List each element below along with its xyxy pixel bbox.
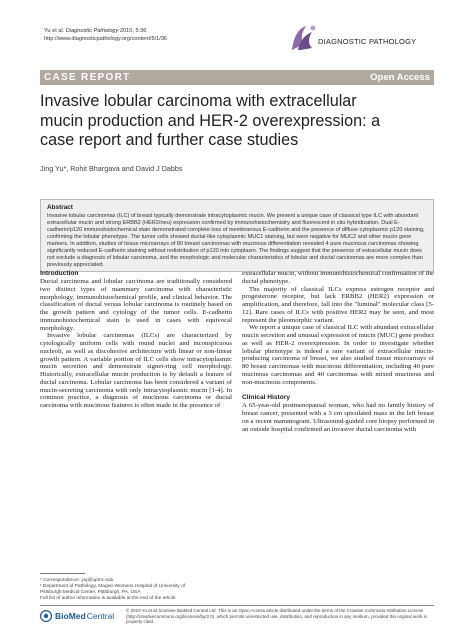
abstract-text: Invasive lobular carcinomas (ILC) of breast typically demonstrate intracytoplasmic mucin. We present a unique case of classical type ILC with abundant extracellular mucin and strong ERBB2 (HER2/neu) expression confirmed by immunohistochemistry and fluorescent in situ hybridization. Dual E-cadherin/p120 immunohistochemical stain demonstrated complete loss of membranous E-cadherin and the presence of diffuse cytoplasmic p120 staining, confirming the lobular phenotype. The tumor cells showed ductal-like cytoplasmic MUC1 staining, but were negative for MUC2 and other mucin gene markers. In addition, studies of tissue microarrays of 80 breast carcinomas with mucinous differentiation revealed 4 pure mucinous carcinomas showing significantly reduced E-cadherin staining without redistribution of p120 into cytoplasm. The findings suggest that the presence of extracellular mucin does not exclude a diagnosis of lobular carcinoma, and the morphologic and molecular characteristics of lobular and ductal carcinomas are more complex than previously appreciated. [47,213,425,268]
footer-divider [40,605,434,606]
citation-journal: Diagnostic Pathology [65,28,119,34]
citation-url[interactable]: http://www.diagnosticpathology.org/content/5/1/36 [44,36,168,42]
paragraph: A 65-year-old postmenopausal woman, who had no family history of breast cancer, presented with a 3 cm spiculated mass in the left breast on a recent mammogram. Ultrasound-guided core biopsy performed in an outside hospital confirmed an invasive ductal carcinoma with [242,402,434,433]
citation-block [44,27,167,43]
right-column [242,270,434,433]
citation-line-1 [44,27,167,35]
article-title [40,92,440,151]
citation-authors: Yu et al. [44,28,65,34]
abstract-box [40,199,434,272]
paragraph: Ductal carcinoma and lobular carcinoma are traditionally considered two distinct types of mammary carcinoma with characteristic morphology, immunohistochemical profile, and clinical behavior. The classification of ductal versus lobular carcinoma is routinely based on the growth pattern and cytology of the tumor cells. E-cadherin immunohistochemical stain is used in cases with equivocal morphology. [40,278,232,332]
abstract-heading: Abstract [47,204,73,211]
affiliation-footnote: Pittsburgh Medical Center, Pittsburgh, PA, USA [40,589,141,595]
article-type-label: CASE REPORT [44,72,131,83]
title-line: case report and further case studies [40,131,299,149]
copyright-notice: © 2010 Yu et al; licensee BioMed Central Ltd. This is an Open Access article distributed under the terms of the Creative Commons Attribution License (http://creativecommons.org/licenses/by/2.0), which permits unrestricted use, distribution, and reproduction in any medium, provided the original work is properly cited. [126,608,427,624]
footnote-divider [40,573,85,574]
clinical-history-heading: Clinical History [242,394,291,402]
title-line: mucin production and HER-2 overexpression: a [40,111,381,130]
publisher-name-bold: BioMed [55,611,86,621]
journal-logo-text: DIAGNOSTIC PATHOLOGY [318,37,417,46]
author-info-footnote: Full list of author information is available at the end of the article [40,595,176,601]
paragraph: extracellular mucin, without immunohistochemical confirmation of the ductal phenotype. [242,270,434,285]
author-list: Jing Yu*, Rohit Bhargava and David J Dabbs [40,164,183,173]
publisher-name-light: Central [86,611,115,621]
correspondence-footnote[interactable]: * Correspondence: yuj@upmc.edu [40,578,114,583]
left-column [40,270,232,410]
paragraph: Invasive lobular carcinomas (ILCs) are characterized by cytologically uniform cells with round nuclei and inconspicuous nucleoli, as well as discohesive architecture with linear or non-linear growth pattern. A variable portion of ILC cells show intracytoplasmic mucin secretion and demonstrate signet-ring cell morphology. Historically, extracellular mucin production is by default a feature of ductal carcinoma. Lobular carcinoma has been considered a variant of mucin-secreting carcinoma with only intracytoplasmic mucin [1-4]. In common practice, a diagnosis of mucinous carcinoma or ductal carcinoma with mucinous features is often made in the presence of [40,332,232,409]
biomed-central-logo [40,609,120,623]
paragraph: The majority of classical ILCs express estrogen receptor and progesterone receptor, but lack ERBB2 (HER2) expression or amplification, and therefore, fall into the "luminal" molecular class [5-12]. Rare cases of ILCs with positive HER2 may be seen, and most represent the pleomorphic variant. [242,285,434,324]
article-type-banner [40,70,434,85]
title-line: Invasive lobular carcinoma with extracellular [40,92,357,110]
footnotes [40,578,230,602]
biomed-central-icon [40,610,52,622]
introduction-heading: Introduction [40,270,79,277]
citation-volume: 2010, 5:36 [119,28,147,34]
open-access-label: Open Access [370,72,430,83]
affiliation-footnote: ¹ Department of Pathology, Magee-Womens Hospital of University of [40,583,186,589]
paragraph: We report a unique case of classical ILC with abundant extracellular mucin secretion and unusual expression of mucin (MUC) gene product as well as HER-2 overexpression. In order to investigate whether lobular phenotype is indeed a rare variant of extracellular mucin-producing carcinoma of breast, we also studied tissue microarrays of 80 breast carcinomas with mucinous differentiation, including 40 pure mucinous carcinomas and 40 carcinomas with mixed mucinous and non-mucinous components. [242,324,434,386]
